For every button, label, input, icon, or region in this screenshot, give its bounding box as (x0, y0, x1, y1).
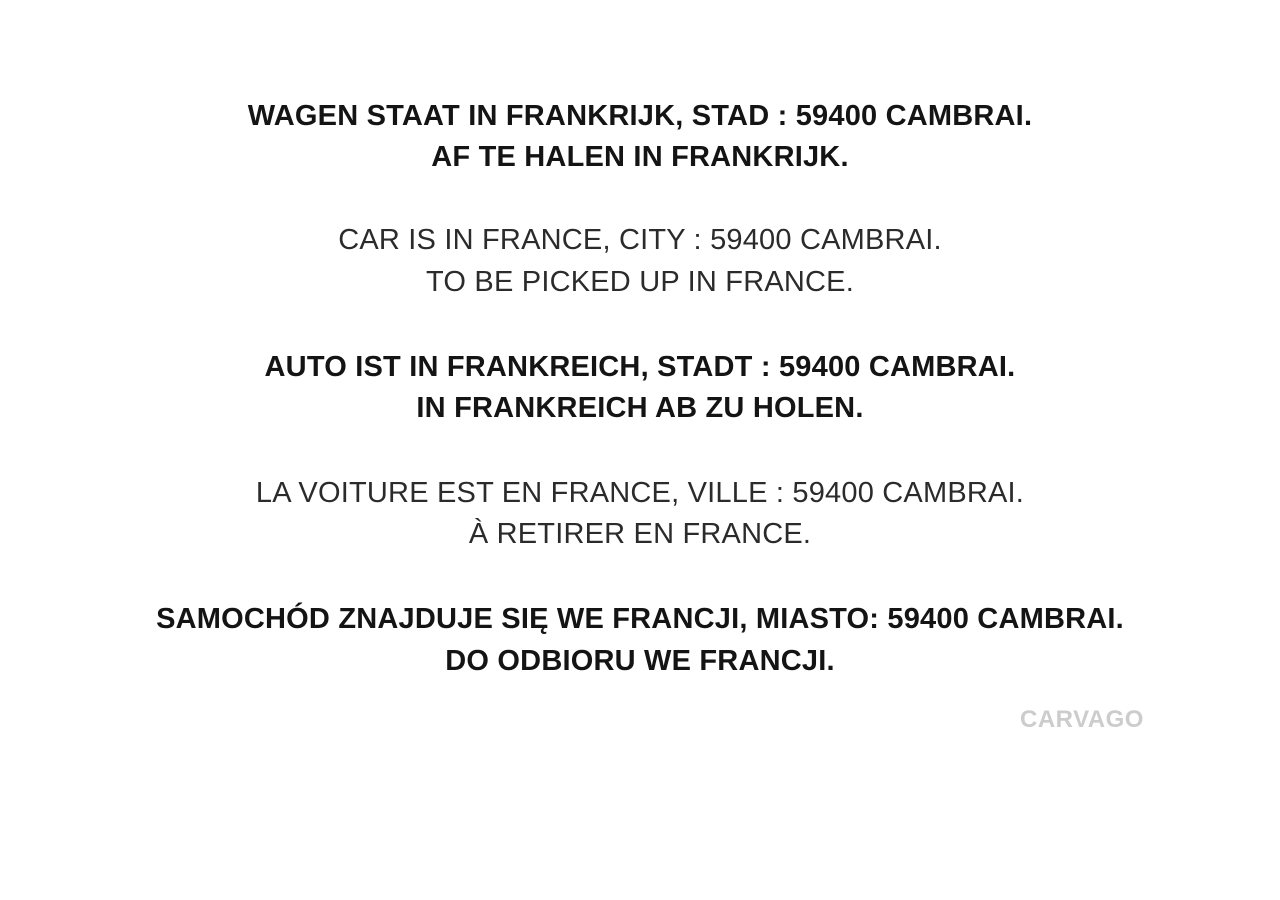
text-line: WAGEN STAAT IN FRANKRIJK, STAD : 59400 CAMBRAI. (247, 100, 1033, 132)
text-line: IN FRANKREICH AB ZU HOLEN. (416, 391, 864, 424)
watermark: CARVAGO (1020, 706, 1144, 733)
text-line: SAMOCHÓD ZNAJDUJE SIĘ WE FRANCJI, MIASTO: 59400 CAMBRAI. (156, 603, 1124, 636)
text-block-german (0, 347, 1280, 429)
text-block-english (0, 220, 1280, 302)
text-block-polish (0, 599, 1280, 681)
text-line: DO ODBIORU WE FRANCJI. (445, 644, 835, 677)
text-line: AUTO IST IN FRANKREICH, STADT : 59400 CAMBRAI. (264, 350, 1016, 383)
text-line: AF TE HALEN IN FRANKRIJK. (431, 141, 849, 174)
text-line: À RETIRER EN FRANCE. (468, 518, 812, 551)
text-block-dutch (0, 96, 1280, 178)
text-block-french (0, 473, 1280, 555)
text-line: CAR IS IN FRANCE, CITY : 59400 CAMBRAI. (338, 224, 942, 257)
text-line: LA VOITURE EST EN FRANCE, VILLE : 59400 CAMBRAI. (255, 477, 1025, 510)
text-line: TO BE PICKED UP IN FRANCE. (426, 265, 854, 298)
